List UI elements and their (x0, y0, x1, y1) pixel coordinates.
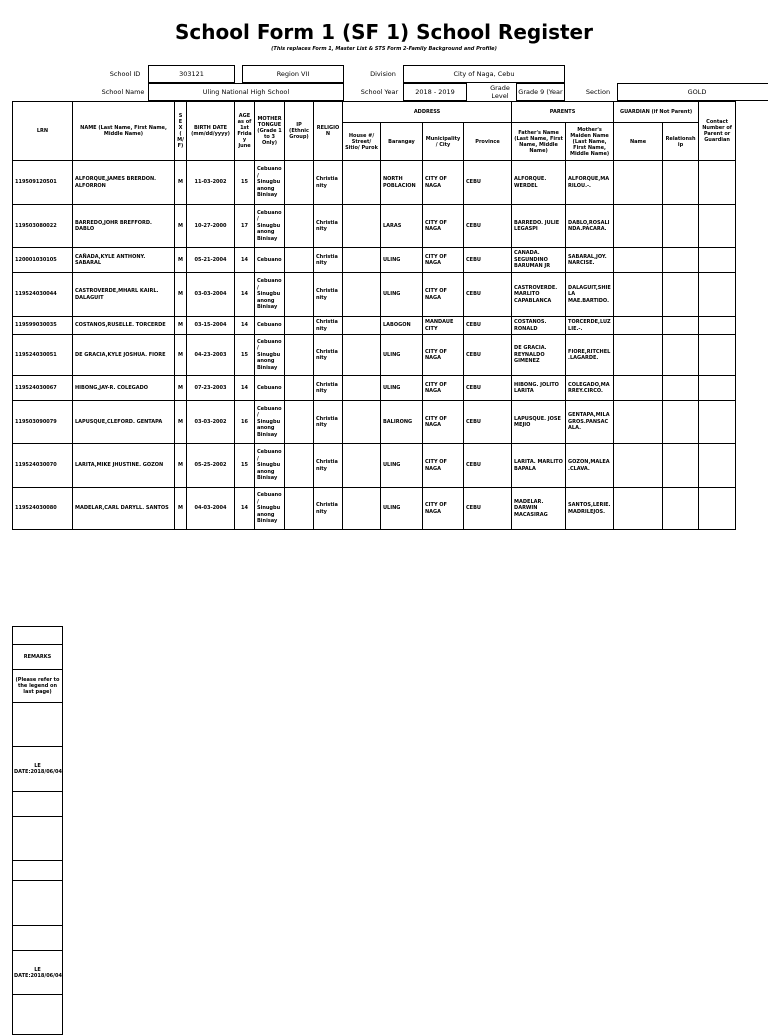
birth-date-cell: 07-23-2003 (187, 376, 235, 401)
header-relationship: Relationship (663, 123, 699, 161)
birth-date-cell: 10-27-2000 (187, 205, 235, 248)
sex-cell: M (175, 335, 187, 376)
ip-cell (285, 376, 314, 401)
guardian-name-cell (614, 248, 663, 273)
age-cell: 14 (235, 376, 255, 401)
religion-cell: Christianity (314, 444, 343, 488)
municipality-cell: CITY OF NAGA (423, 488, 464, 530)
birth-date-cell: 11-03-2002 (187, 161, 235, 205)
sex-cell: M (175, 317, 187, 335)
mother-tongue-cell: Cebuano/ Sinugbuanong Binisay (255, 161, 285, 205)
father-cell: HIBONG. JOLITO LARITA (512, 376, 566, 401)
sex-cell: M (175, 205, 187, 248)
religion-cell: Christianity (314, 488, 343, 530)
table-row (13, 376, 736, 401)
barangay-cell: LABOGON (381, 317, 423, 335)
table-row (13, 205, 736, 248)
name-cell: COSTANOS,RUSELLE. TORCERDE (73, 317, 175, 335)
remarks-entry (13, 926, 63, 951)
guardian-name-cell (614, 488, 663, 530)
relationship-cell (663, 376, 699, 401)
municipality-cell: CITY OF NAGA (423, 444, 464, 488)
mother-tongue-cell: Cebuano/ Sinugbuanong Binisay (255, 444, 285, 488)
barangay-cell: ULING (381, 488, 423, 530)
mother-cell: COLEGADO,MARREY.CIRCO. (566, 376, 614, 401)
father-cell: LARITA. MARLITO BAPALA (512, 444, 566, 488)
header-mother-tongue: MOTHER TONGUE (Grade 1 to 3 Only) (255, 102, 285, 161)
remarks-label: REMARKS (13, 645, 63, 670)
province-cell: CEBU (464, 273, 512, 317)
sex-cell: M (175, 248, 187, 273)
relationship-cell (663, 401, 699, 444)
father-cell: BARREDO. JULIE LEGASPI (512, 205, 566, 248)
house-cell (343, 376, 381, 401)
birth-date-cell: 05-25-2002 (187, 444, 235, 488)
header-parents: PARENTS (512, 102, 614, 123)
mother-cell: DABLO,ROSALINDA.PACARA. (566, 205, 614, 248)
lrn-cell: 119599030035 (13, 317, 73, 335)
birth-date-cell: 03-03-2004 (187, 273, 235, 317)
lrn-cell: 119524030070 (13, 444, 73, 488)
guardian-name-cell (614, 335, 663, 376)
relationship-cell (663, 205, 699, 248)
contact-cell (699, 273, 736, 317)
contact-cell (699, 161, 736, 205)
header-barangay: Barangay (381, 123, 423, 161)
relationship-cell (663, 273, 699, 317)
age-cell: 15 (235, 444, 255, 488)
name-cell: ALFORQUE,JAMES BRERDON. ALFORRON (73, 161, 175, 205)
contact-cell (699, 335, 736, 376)
ip-cell (285, 273, 314, 317)
sex-cell: M (175, 376, 187, 401)
province-cell: CEBU (464, 205, 512, 248)
name-cell: LAPUSQUE,CLEFORD. GENTAPA (73, 401, 175, 444)
municipality-cell: CITY OF NAGA (423, 335, 464, 376)
age-cell: 14 (235, 488, 255, 530)
ip-cell (285, 335, 314, 376)
section-value: GOLD (617, 83, 768, 101)
contact-cell (699, 401, 736, 444)
mother-cell: FIORE,RITCHEL.LAGARDE. (566, 335, 614, 376)
mother-cell: SANTOS,LERIE.MADRILEJOS. (566, 488, 614, 530)
municipality-cell: CITY OF NAGA (423, 401, 464, 444)
lrn-cell: 120001030105 (13, 248, 73, 273)
house-cell (343, 488, 381, 530)
lrn-cell: 119524030080 (13, 488, 73, 530)
table-row (13, 248, 736, 273)
province-cell: CEBU (464, 488, 512, 530)
house-cell (343, 335, 381, 376)
sex-cell: M (175, 488, 187, 530)
province-cell: CEBU (464, 335, 512, 376)
relationship-cell (663, 161, 699, 205)
house-cell (343, 317, 381, 335)
name-cell: CAÑADA,KYLE ANTHONY. SABARAL (73, 248, 175, 273)
religion-cell: Christianity (314, 248, 343, 273)
age-cell: 14 (235, 248, 255, 273)
remarks-entry (13, 792, 63, 817)
ip-cell (285, 248, 314, 273)
province-cell: CEBU (464, 444, 512, 488)
birth-date-cell: 04-03-2004 (187, 488, 235, 530)
mother-cell: DALAGUIT,SHIELA MAE.BARTIDO. (566, 273, 614, 317)
guardian-name-cell (614, 205, 663, 248)
birth-date-cell: 05-21-2004 (187, 248, 235, 273)
municipality-cell: CITY OF NAGA (423, 376, 464, 401)
header-house: House #/ Street/ Sitio/ Purok (343, 123, 381, 161)
ip-cell (285, 488, 314, 530)
religion-cell: Christianity (314, 273, 343, 317)
name-cell: HIBONG,JAY-R. COLEGADO (73, 376, 175, 401)
lrn-cell: 119509120501 (13, 161, 73, 205)
contact-cell (699, 205, 736, 248)
father-cell: LAPUSQUE. JOSE MEJIO (512, 401, 566, 444)
mother-tongue-cell: Cebuano/ Sinugbuanong Binisay (255, 401, 285, 444)
barangay-cell: LARAS (381, 205, 423, 248)
school-year-value: 2018 - 2019 (403, 83, 467, 101)
contact-cell (699, 488, 736, 530)
house-cell (343, 273, 381, 317)
header-municipality: Municipality / City (423, 123, 464, 161)
name-cell: CASTROVERDE,MHARL KAIRL. DALAGUIT (73, 273, 175, 317)
province-cell: CEBU (464, 317, 512, 335)
header-lrn: LRN (13, 102, 73, 161)
table-row (13, 317, 736, 335)
name-cell: MADELAR,CARL DARYLL. SANTOS (73, 488, 175, 530)
page-subtitle: (This replaces Form 1, Master List & STS Form 2-Family Background and Profile) (271, 46, 497, 52)
age-cell: 17 (235, 205, 255, 248)
grade-level-label: Grade Level (490, 84, 510, 100)
lrn-cell: 119524030067 (13, 376, 73, 401)
father-cell: CASTROVERDE. MARLITO CAPABLANCA (512, 273, 566, 317)
remarks-legend: (Please refer to the legend on last page) (13, 670, 63, 703)
birth-date-cell: 03-03-2002 (187, 401, 235, 444)
age-cell: 16 (235, 401, 255, 444)
father-cell: COSTANOS. RONALD (512, 317, 566, 335)
ip-cell (285, 401, 314, 444)
age-cell: 15 (235, 335, 255, 376)
religion-cell: Christianity (314, 205, 343, 248)
house-cell (343, 161, 381, 205)
guardian-name-cell (614, 317, 663, 335)
contact-cell (699, 444, 736, 488)
barangay-cell: BALIRONG (381, 401, 423, 444)
name-cell: DE GRACIA,KYLE JOSHUA. FIORE (73, 335, 175, 376)
province-cell: CEBU (464, 161, 512, 205)
header-father: Father's Name (Last Name, First Name, Middle Name) (512, 123, 566, 161)
section-label: Section (585, 88, 611, 96)
school-name-value: Uling National High School (148, 83, 344, 101)
grade-level-value: Grade 9 (Year (516, 83, 565, 101)
religion-cell: Christianity (314, 317, 343, 335)
barangay-cell: ULING (381, 248, 423, 273)
sex-cell: M (175, 161, 187, 205)
ip-cell (285, 205, 314, 248)
guardian-name-cell (614, 161, 663, 205)
remarks-entry (13, 703, 63, 747)
contact-cell (699, 248, 736, 273)
province-cell: CEBU (464, 376, 512, 401)
region-value: Region VII (242, 65, 344, 83)
father-cell: MADELAR. DARWIN MACASIRAG (512, 488, 566, 530)
mother-tongue-cell: Cebuano (255, 248, 285, 273)
remarks-table (12, 626, 63, 1035)
mother-cell: ALFORQUE,MARILOU.-. (566, 161, 614, 205)
religion-cell: Christianity (314, 161, 343, 205)
father-cell: ALFORQUE. WERDEL (512, 161, 566, 205)
mother-cell: TORCERDE,LUZLIE.-. (566, 317, 614, 335)
age-cell: 14 (235, 317, 255, 335)
mother-tongue-cell: Cebuano (255, 376, 285, 401)
header-ip: IP (Ethnic Group) (285, 102, 314, 161)
mother-cell: GENTAPA,MILAGROS.PANSACALA. (566, 401, 614, 444)
barangay-cell: ULING (381, 444, 423, 488)
header-address: ADDRESS (343, 102, 512, 123)
table-row (13, 488, 736, 530)
municipality-cell: CITY OF NAGA (423, 161, 464, 205)
header-province: Province (464, 123, 512, 161)
remarks-entry (13, 817, 63, 861)
mother-cell: SABARAL,JOY. NARCISE. (566, 248, 614, 273)
birth-date-cell: 04-23-2003 (187, 335, 235, 376)
sex-cell: M (175, 273, 187, 317)
guardian-name-cell (614, 273, 663, 317)
mother-tongue-cell: Cebuano/ Sinugbuanong Binisay (255, 335, 285, 376)
barangay-cell: NORTH POBLACION (381, 161, 423, 205)
age-cell: 14 (235, 273, 255, 317)
province-cell: CEBU (464, 248, 512, 273)
municipality-cell: MANDAUE CITY (423, 317, 464, 335)
sex-cell: M (175, 444, 187, 488)
age-cell: 15 (235, 161, 255, 205)
birth-date-cell: 03-15-2004 (187, 317, 235, 335)
division-label: Division (370, 70, 396, 78)
mother-tongue-cell: Cebuano/ Sinugbuanong Binisay (255, 205, 285, 248)
relationship-cell (663, 444, 699, 488)
religion-cell: Christianity (314, 335, 343, 376)
school-year-label: School Year (360, 88, 399, 96)
religion-cell: Christianity (314, 376, 343, 401)
header-guardian: GUARDIAN (if Not Parent) (614, 102, 699, 123)
header-guardian-name: Name (614, 123, 663, 161)
school-id-value: 303121 (148, 65, 235, 83)
header-age: AGE as of 1st Friday June (235, 102, 255, 161)
lrn-cell: 119503080022 (13, 205, 73, 248)
relationship-cell (663, 248, 699, 273)
barangay-cell: ULING (381, 376, 423, 401)
house-cell (343, 401, 381, 444)
guardian-name-cell (614, 444, 663, 488)
remarks-entry (13, 995, 63, 1035)
contact-cell (699, 317, 736, 335)
name-cell: BARREDO,JOHR BREFFORD. DABLO (73, 205, 175, 248)
school-name-label: School Name (101, 88, 145, 96)
ip-cell (285, 317, 314, 335)
municipality-cell: CITY OF NAGA (423, 205, 464, 248)
header-birth-date: BIRTH DATE (mm/dd/yyyy) (187, 102, 235, 161)
lrn-cell: 119524030044 (13, 273, 73, 317)
house-cell (343, 444, 381, 488)
mother-tongue-cell: Cebuano/ Sinugbuanong Binisay (255, 488, 285, 530)
header-sex: SEX (M/F) (175, 102, 187, 161)
school-id-label: School ID (109, 70, 141, 78)
father-cell: DE GRACIA. REYNALDO GIMENEZ (512, 335, 566, 376)
guardian-name-cell (614, 401, 663, 444)
barangay-cell: ULING (381, 273, 423, 317)
remarks-entry: LE DATE:2018/06/04 (13, 747, 63, 792)
register-table (12, 101, 736, 530)
mother-cell: GOZON,MALEA.CLAVA. (566, 444, 614, 488)
table-row (13, 444, 736, 488)
header-religion: RELIGION (314, 102, 343, 161)
remarks-entry (13, 861, 63, 881)
table-row (13, 335, 736, 376)
remarks-entry: LE DATE:2018/06/04 (13, 951, 63, 995)
table-row (13, 401, 736, 444)
contact-cell (699, 376, 736, 401)
mother-tongue-cell: Cebuano/ Sinugbuanong Binisay (255, 273, 285, 317)
header-mother: Mother's Maiden Name (Last Name, First Name, Middle Name) (566, 123, 614, 161)
header-name: NAME (Last Name, First Name, Middle Name) (73, 102, 175, 161)
remarks-blank-top (13, 627, 63, 645)
municipality-cell: CITY OF NAGA (423, 273, 464, 317)
header-contact: Contact Number of Parent or Guardian (699, 102, 736, 161)
table-row (13, 161, 736, 205)
relationship-cell (663, 317, 699, 335)
religion-cell: Christianity (314, 401, 343, 444)
guardian-name-cell (614, 376, 663, 401)
page-title: School Form 1 (SF 1) School Register (175, 20, 593, 44)
lrn-cell: 119524030051 (13, 335, 73, 376)
municipality-cell: CITY OF NAGA (423, 248, 464, 273)
lrn-cell: 119503090079 (13, 401, 73, 444)
relationship-cell (663, 335, 699, 376)
remarks-entry (13, 881, 63, 926)
relationship-cell (663, 488, 699, 530)
ip-cell (285, 161, 314, 205)
house-cell (343, 205, 381, 248)
ip-cell (285, 444, 314, 488)
father-cell: CANADA. SEGUNDINO BARUMAN JR (512, 248, 566, 273)
house-cell (343, 248, 381, 273)
barangay-cell: ULING (381, 335, 423, 376)
name-cell: LARITA,MIKE JHUSTINE. GOZON (73, 444, 175, 488)
sex-cell: M (175, 401, 187, 444)
province-cell: CEBU (464, 401, 512, 444)
mother-tongue-cell: Cebuano (255, 317, 285, 335)
table-row (13, 273, 736, 317)
division-value: City of Naga, Cebu (403, 65, 565, 83)
